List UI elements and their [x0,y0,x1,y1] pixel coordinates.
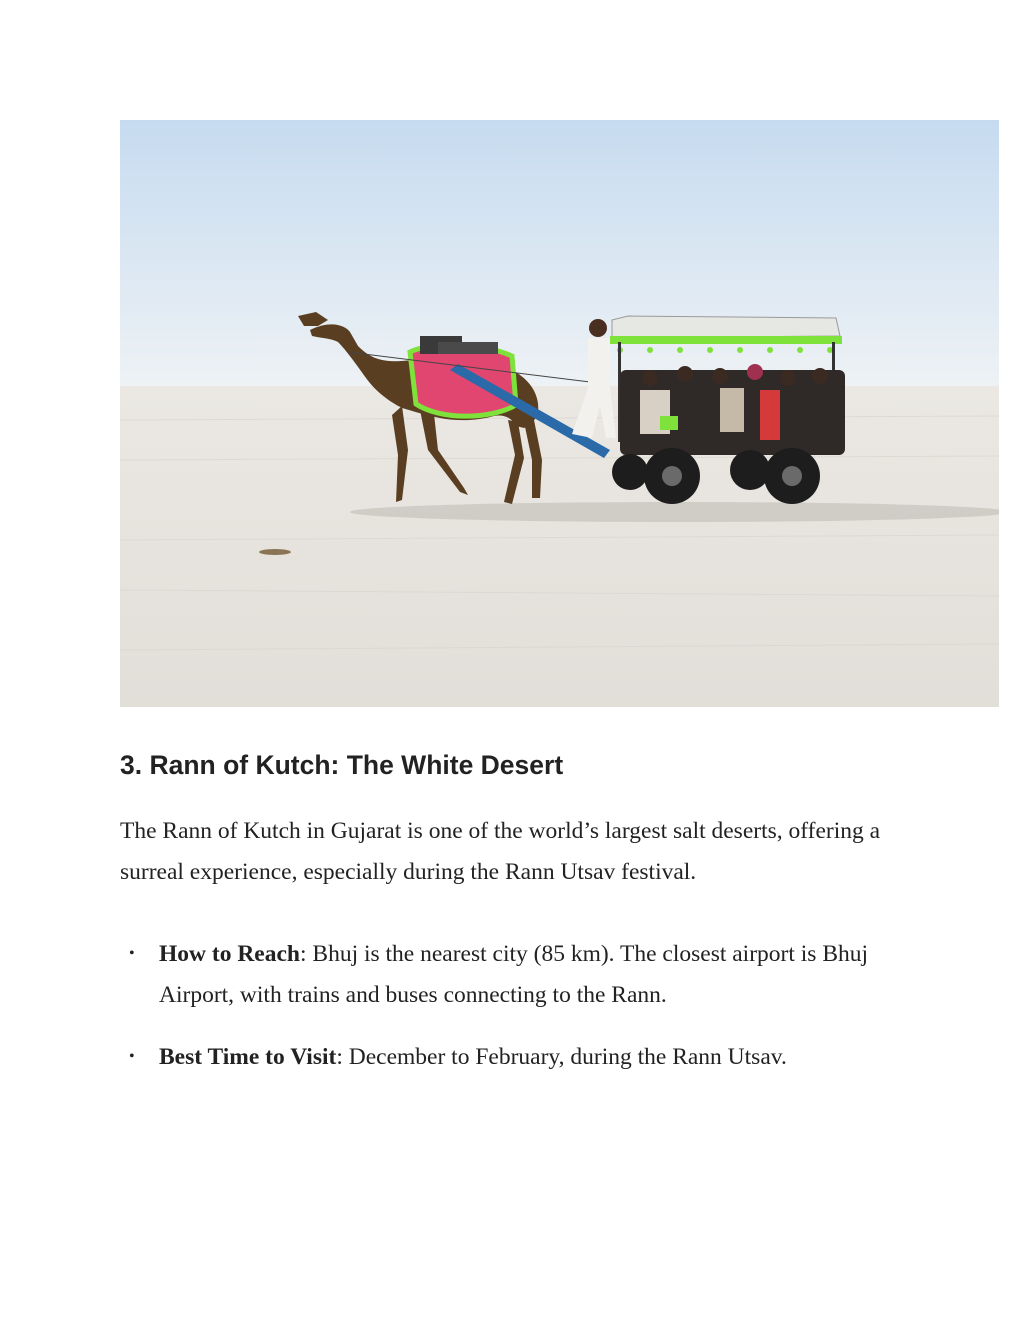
list-item [120,934,880,1015]
bullet-text: : December to February, during the Rann Utsav. [336,1044,787,1070]
list-item [120,1037,880,1078]
debris [259,549,291,555]
shadow [350,502,999,522]
bullet-icon: • [129,1048,135,1065]
camel-cart-illustration [120,120,999,707]
rann-of-kutch-photo [120,120,999,707]
bullet-term: How to Reach [159,941,300,967]
intro-paragraph: The Rann of Kutch in Gujarat is one of the world’s largest salt deserts, offering a surreal experience, especially during the Rann Utsav festival. [120,818,881,885]
bullet-term: Best Time to Visit [159,1044,337,1070]
bullet-text: : Bhuj is the nearest city (85 km). The closest airport is Bhuj Airport, with trains and buses connecting to the Rann. [159,941,869,1008]
salt-flat [120,386,999,707]
passengers [620,364,845,455]
info-list [120,934,880,1100]
sky [120,120,999,388]
section-heading: 3. Rann of Kutch: The White Desert [120,750,564,780]
bullet-icon: • [129,945,135,962]
